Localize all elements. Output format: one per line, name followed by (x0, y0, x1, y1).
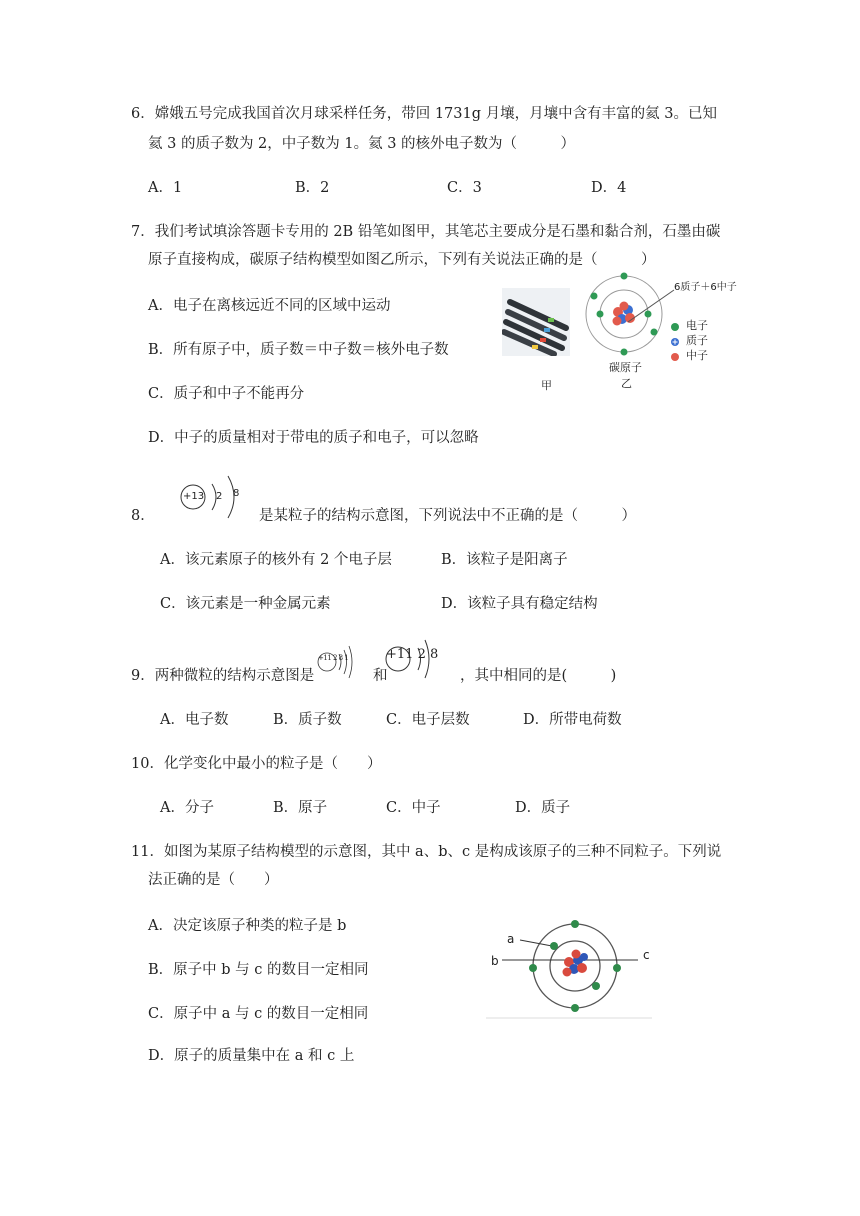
q6-option-b: B．2 (295, 180, 330, 196)
q8-option-b: B．该粒子是阳离子 (441, 552, 568, 568)
q10-option-d: D．质子 (515, 800, 571, 816)
q7-option-d: D．中子的质量相对于带电的质子和电子，可以忽略 (148, 430, 479, 446)
q9-option-b: B．质子数 (273, 712, 342, 728)
legend-electron: 电子 (686, 319, 708, 332)
q8-nucleus: +13 (183, 491, 205, 502)
q8-number: 8． (131, 508, 155, 524)
q9-diagram-1 (316, 642, 356, 682)
q11-option-b: B．原子中 b 与 c 的数目一定相同 (148, 962, 369, 978)
q7-option-c: C．质子和中子不能再分 (148, 386, 305, 402)
q9-stem-start: 9．两种微粒的结构示意图是 (131, 668, 315, 684)
q9-diagram-2 (384, 636, 439, 682)
q6-stem-line2: 氦 3 的质子数为 2，中子数为 1。氦 3 的核外电子数为（ ） (148, 136, 576, 152)
legend-proton: 质子 (686, 334, 708, 347)
q7-stem-line2: 原子直接构成，碳原子结构模型如图乙所示，下列有关说法正确的是（ ） (148, 252, 656, 268)
q11-option-d: D．原子的质量集中在 a 和 c 上 (148, 1048, 355, 1064)
q8-stem: 是某粒子的结构示意图，下列说法中不正确的是（ ） (259, 508, 636, 524)
q7-stem-line1: 7．我们考试填涂答题卡专用的 2B 铅笔如图甲，其笔芯主要成分是石墨和黏合剂，石墨由碳 (131, 224, 721, 240)
q10-option-c: C．中子 (386, 800, 441, 816)
q7-option-b: B．所有原子中，质子数＝中子数＝核外电子数 (148, 342, 449, 358)
q10-stem: 10．化学变化中最小的粒子是（ ） (131, 756, 382, 772)
q11-option-a: A．决定该原子种类的粒子是 b (148, 918, 347, 934)
q9-diagram-2-label: +11 2 8 (386, 647, 439, 662)
q8-shell1: 2 (216, 491, 223, 502)
q11-stem-line1: 11．如图为某原子结构模型的示意图，其中 a、b、c 是构成该原子的三种不同粒子。下列说 (131, 844, 722, 860)
q9-option-d: D．所带电荷数 (523, 712, 622, 728)
q10-option-a: A．分子 (160, 800, 214, 816)
q8-shell2: 8 (233, 488, 240, 499)
q9-and: 和 (373, 668, 388, 684)
q9-stem-end: ，其中相同的是( ) (460, 668, 617, 684)
q7-option-a: A．电子在离核远近不同的区域中运动 (148, 298, 391, 314)
q9-option-c: C．电子层数 (386, 712, 470, 728)
q8-option-a: A．该元素原子的核外有 2 个电子层 (160, 552, 392, 568)
label-yi: 乙 (621, 377, 632, 390)
q11-label-b: b (491, 954, 499, 968)
q11-stem-line2: 法正确的是（ ） (148, 872, 279, 888)
legend-swatches (670, 322, 680, 368)
atom-caption: 碳原子 (609, 361, 642, 374)
q6-option-c: C．3 (447, 180, 482, 196)
q11-option-c: C．原子中 a 与 c 的数目一定相同 (148, 1006, 369, 1022)
q9-diagram-1-label: +11 2 8 1 (318, 654, 349, 662)
q8-option-d: D．该粒子具有稳定结构 (441, 596, 598, 612)
q6-stem-line1: 6．嫦娥五号完成我国首次月球采样任务，带回 1731g 月壤，月壤中含有丰富的氦 3。已知 (131, 106, 717, 122)
pencil-photo (502, 288, 570, 356)
q8-option-c: C．该元素是一种金属元素 (160, 596, 331, 612)
q11-label-a: a (507, 932, 515, 946)
q9-option-a: A．电子数 (160, 712, 229, 728)
label-jia: 甲 (541, 379, 552, 392)
q6-option-a: A．1 (148, 180, 183, 196)
legend-neutron: 中子 (686, 349, 708, 362)
nucleus-pointer-line (628, 288, 676, 324)
nucleus-note: 6质子＋6中子 (674, 282, 737, 293)
q10-option-b: B．原子 (273, 800, 328, 816)
q6-option-d: D．4 (591, 180, 627, 196)
q11-label-c: c (643, 948, 650, 962)
